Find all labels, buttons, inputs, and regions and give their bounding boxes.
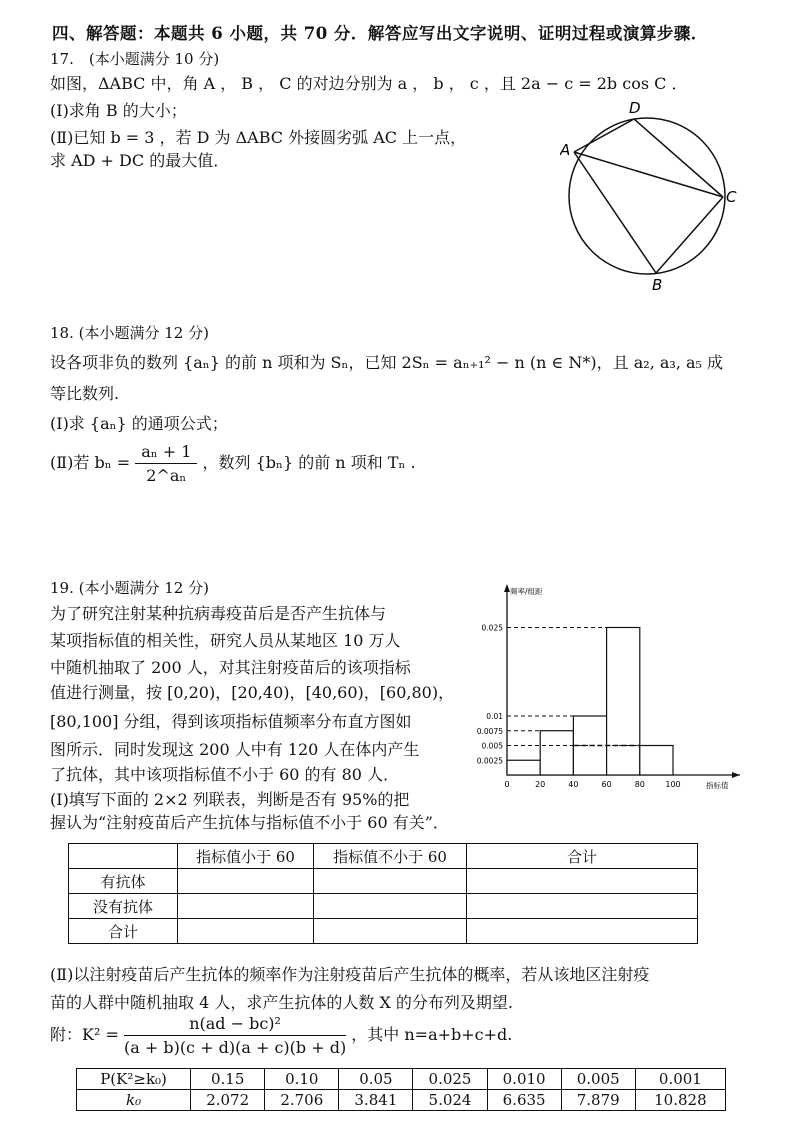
segment-dc bbox=[634, 119, 723, 197]
segment-ac bbox=[574, 152, 723, 197]
appendix-formula bbox=[50, 1014, 512, 1057]
contingency-cell bbox=[467, 919, 698, 944]
critical-cell: k₀ bbox=[77, 1090, 191, 1111]
contingency-cell bbox=[467, 894, 698, 919]
critical-cell: 2.706 bbox=[265, 1090, 339, 1111]
q19-text-line: 了抗体，其中该项指标值不小于 60 的有 80 人． bbox=[50, 765, 400, 784]
y-tick-label: 0.005 bbox=[481, 741, 503, 751]
critical-cell: 0.010 bbox=[487, 1069, 561, 1090]
q18-part1: (Ⅰ)求 {aₙ} 的通项公式； bbox=[50, 414, 228, 433]
contingency-cell bbox=[314, 894, 467, 919]
critical-cell: 5.024 bbox=[413, 1090, 487, 1111]
q18-heading: 18. (本小题满分 12 分) bbox=[50, 324, 209, 342]
critical-cell: 0.005 bbox=[561, 1069, 635, 1090]
label-b: B bbox=[652, 276, 663, 294]
q19-text-line: 图所示．同时发现这 200 人中有 120 人在体内产生 bbox=[50, 740, 420, 759]
appendix-numerator: n(ad − bc)² bbox=[124, 1014, 346, 1036]
x-tick-label: 80 bbox=[634, 780, 645, 789]
contingency-cell bbox=[314, 869, 467, 894]
q17-part1: (Ⅰ)求角 B 的大小； bbox=[50, 101, 187, 120]
q19-text-line: 中随机抽取了 200 人，对其注射疫苗后的该项指标 bbox=[50, 658, 411, 677]
appendix-denominator: (a + b)(c + d)(a + c)(b + d) bbox=[123, 1038, 347, 1057]
contingency-table bbox=[68, 843, 698, 944]
histogram-bar bbox=[607, 628, 640, 776]
x-axis-label: 指标值 bbox=[706, 781, 729, 790]
contingency-header-cell bbox=[69, 844, 178, 869]
critical-value-table bbox=[76, 1068, 726, 1111]
contingency-row-label: 合计 bbox=[69, 919, 178, 944]
y-axis-label: 频率/组距 bbox=[510, 587, 543, 596]
contingency-header-cell: 指标值小于 60 bbox=[178, 844, 314, 869]
contingency-cell bbox=[178, 919, 314, 944]
q19-text-line: 为了研究注射某种抗病毒疫苗后是否产生抗体与 bbox=[50, 604, 387, 623]
histogram-chart bbox=[470, 580, 750, 800]
critical-cell: 10.828 bbox=[635, 1090, 725, 1111]
q17-part2-line2: 求 AD + DC 的最大值． bbox=[50, 151, 230, 170]
contingency-cell bbox=[178, 894, 314, 919]
q19-part2-line1: (Ⅱ)以注射疫苗后产生抗体的频率作为注射疫苗后产生抗体的概率，若从该地区注射疫 bbox=[50, 965, 650, 984]
q17-part2-line1: (Ⅱ)已知 b = 3 ，若 D 为 ΔABC 外接圆劣弧 AC 上一点， bbox=[50, 128, 467, 147]
contingency-header-cell: 指标值不小于 60 bbox=[314, 844, 467, 869]
critical-cell: 3.841 bbox=[339, 1090, 413, 1111]
q18-stem-line2: 等比数列. bbox=[50, 384, 120, 403]
q18-part2-prefix: (Ⅱ)若 bₙ = bbox=[50, 453, 131, 472]
critical-cell: 0.10 bbox=[265, 1069, 339, 1090]
label-a: A bbox=[560, 141, 571, 159]
contingency-header-cell: 合计 bbox=[467, 844, 698, 869]
contingency-cell bbox=[178, 869, 314, 894]
q18-part2 bbox=[50, 442, 416, 485]
x-tick-label: 0 bbox=[504, 780, 510, 789]
x-tick-label: 60 bbox=[601, 780, 612, 789]
critical-row-probability bbox=[77, 1069, 726, 1090]
critical-cell: 0.025 bbox=[413, 1069, 487, 1090]
q18-fraction-denominator: 2^aₙ bbox=[146, 466, 187, 485]
q18-fraction-numerator: aₙ + 1 bbox=[135, 442, 197, 464]
contingency-row bbox=[69, 869, 698, 894]
histogram-bar bbox=[507, 760, 540, 775]
critical-cell: P(K²≥k₀) bbox=[77, 1069, 191, 1090]
y-tick-label: 0.0025 bbox=[476, 756, 503, 766]
q17-stem: 如图，ΔABC 中，角 A ， B ， C 的对边分别为 a ， b ， c ，且 2a − c = 2b cos C ． bbox=[50, 74, 688, 93]
contingency-row-label: 有抗体 bbox=[69, 869, 178, 894]
critical-cell: 7.879 bbox=[561, 1090, 635, 1111]
critical-cell: 2.072 bbox=[191, 1090, 265, 1111]
contingency-row bbox=[69, 919, 698, 944]
histogram-bar bbox=[640, 746, 673, 776]
contingency-cell bbox=[467, 869, 698, 894]
appendix-suffix: ，其中 n=a+b+c+d. bbox=[351, 1025, 513, 1044]
contingency-row-label: 没有抗体 bbox=[69, 894, 178, 919]
y-tick-label: 0.0075 bbox=[476, 726, 503, 736]
appendix-prefix: 附：K² = bbox=[50, 1025, 119, 1044]
critical-cell: 6.635 bbox=[487, 1090, 561, 1111]
q19-text-line: 某项指标值的相关性，研究人员从某地区 10 万人 bbox=[50, 631, 401, 650]
x-tick-label: 100 bbox=[665, 780, 681, 789]
appendix-fraction bbox=[124, 1014, 346, 1057]
x-tick-label: 20 bbox=[535, 780, 546, 789]
critical-cell: 0.05 bbox=[339, 1069, 413, 1090]
critical-cell: 0.001 bbox=[635, 1069, 725, 1090]
q19-heading: 19. (本小题满分 12 分) bbox=[50, 579, 209, 597]
label-c: C bbox=[726, 188, 737, 206]
contingency-row bbox=[69, 894, 698, 919]
critical-cell: 0.15 bbox=[191, 1069, 265, 1090]
y-tick-label: 0.01 bbox=[486, 712, 503, 721]
x-axis-arrow bbox=[732, 772, 740, 778]
circle-figure bbox=[560, 100, 750, 295]
histogram-bar bbox=[540, 731, 573, 775]
q19-text-line: 值进行测量，按 [0,20)，[20,40)，[40,60)，[60,80)， bbox=[50, 683, 455, 702]
q19-text-line: (Ⅰ)填写下面的 2×2 列联表，判断是否有 95%的把 bbox=[50, 790, 410, 809]
contingency-cell bbox=[314, 919, 467, 944]
x-tick-label: 40 bbox=[568, 780, 579, 789]
q18-stem-line1: 设各项非负的数列 {aₙ} 的前 n 项和为 Sₙ，已知 2Sₙ = aₙ₊₁² − n (n ∈ N*)，且 a₂, a₃, a₅ 成 bbox=[50, 353, 724, 372]
q19-text-line: [80,100] 分组，得到该项指标值频率分布直方图如 bbox=[50, 712, 412, 731]
segment-ad bbox=[574, 119, 634, 152]
q19-part2-line2: 苗的人群中随机抽取 4 人，求产生抗体的人数 X 的分布列及期望. bbox=[50, 993, 514, 1012]
contingency-header-row bbox=[69, 844, 698, 869]
section-header: 四、解答题：本题共 6 小题，共 70 分．解答应写出文字说明、证明过程或演算步骤． bbox=[52, 24, 708, 43]
q18-part2-suffix: ，数列 {bₙ} 的前 n 项和 Tₙ . bbox=[202, 453, 416, 472]
segment-ab bbox=[574, 152, 656, 273]
q17-heading: 17. (本小题满分 10 分) bbox=[50, 50, 220, 68]
critical-row-k0 bbox=[77, 1090, 726, 1111]
q18-fraction bbox=[135, 442, 197, 485]
q19-text-line: 握认为“注射疫苗后产生抗体与指标值不小于 60 有关”． bbox=[50, 813, 449, 832]
label-d: D bbox=[629, 100, 641, 117]
y-tick-label: 0.025 bbox=[481, 623, 503, 633]
